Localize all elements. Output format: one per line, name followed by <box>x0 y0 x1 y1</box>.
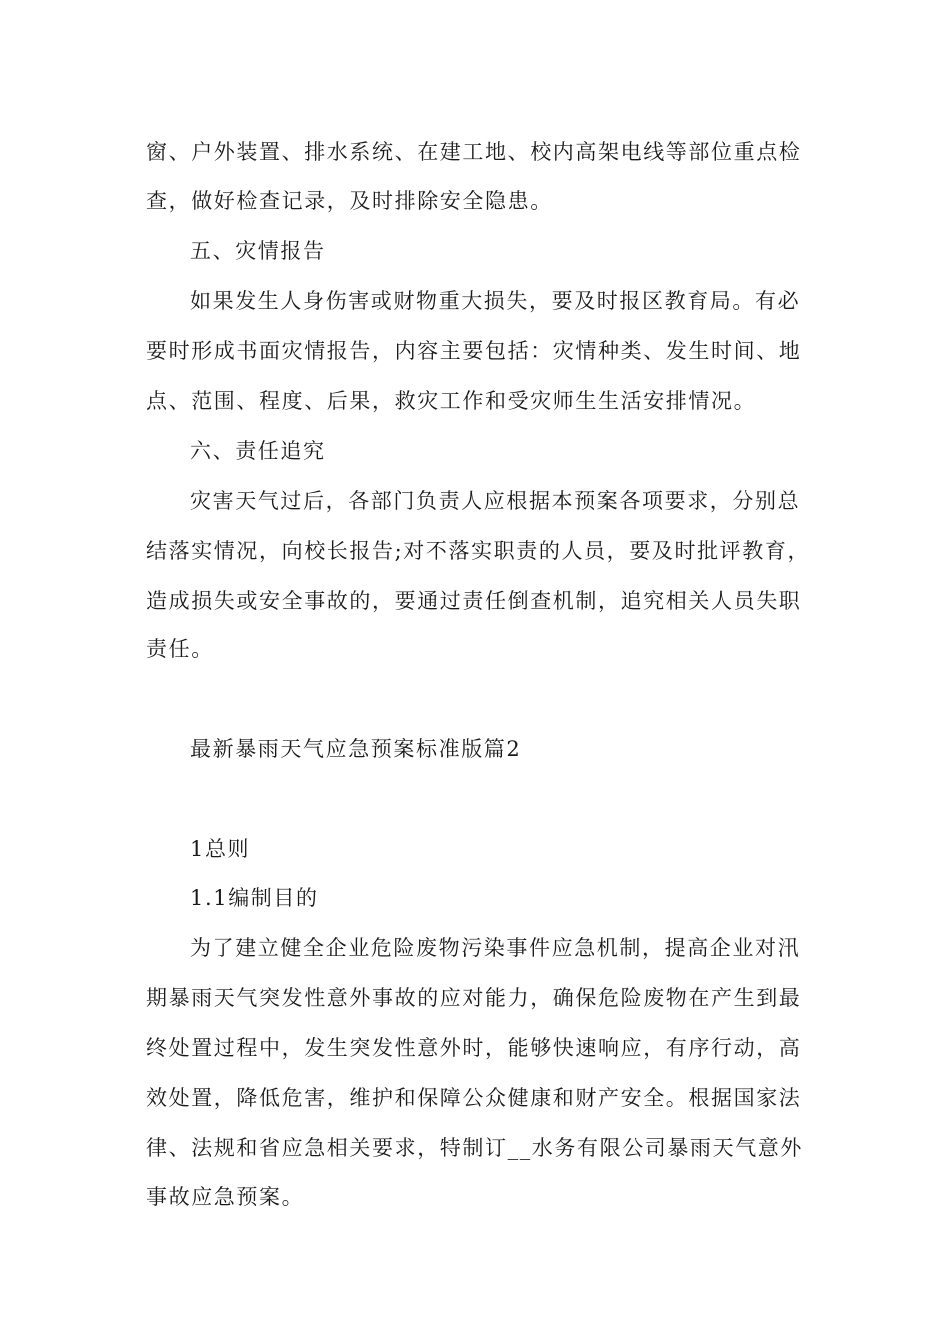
section-heading-1: 1总则 <box>190 837 251 861</box>
paragraph-line: 要时形成书面灾情报告，内容主要包括：灾情种类、发生时间、地 <box>146 339 802 363</box>
paragraph-line: 窗、户外装置、排水系统、在建工地、校内高架电线等部位重点检 <box>146 140 802 164</box>
paragraph-line: 效处置，降低危害，维护和保障公众健康和财产安全。根据国家法 <box>146 1086 802 1110</box>
paragraph-line: 终处置过程中，发生突发性意外时，能够快速响应，有序行动，高 <box>146 1036 802 1060</box>
paragraph-line: 律、法规和省应急相关要求，特制订__水务有限公司暴雨天气意外 <box>146 1136 803 1160</box>
section-heading-6: 六、责任追究 <box>190 439 326 463</box>
paragraph-line: 为了建立健全企业危险废物污染事件应急机制，提高企业对汛 <box>190 936 801 960</box>
document-title: 最新暴雨天气应急预案标准版篇2 <box>190 737 522 761</box>
paragraph-line: 责任。 <box>146 637 214 661</box>
paragraph-line: 期暴雨天气突发性意外事故的应对能力，确保危险废物在产生到最 <box>146 986 802 1010</box>
paragraph-line: 如果发生人身伤害或财物重大损失，要及时报区教育局。有必 <box>190 289 801 313</box>
paragraph-line: 点、范围、程度、后果，救灾工作和受灾师生生活安排情况。 <box>146 389 757 413</box>
section-heading-1-1: 1.1编制目的 <box>190 886 319 910</box>
paragraph-line: 造成损失或安全事故的，要通过责任倒查机制，追究相关人员失职 <box>146 589 802 613</box>
section-heading-5: 五、灾情报告 <box>190 239 326 263</box>
paragraph-line: 结落实情况，向校长报告;对不落实职责的人员，要及时批评教育， <box>146 539 811 563</box>
paragraph-line: 事故应急预案。 <box>146 1185 305 1209</box>
paragraph-line: 查，做好检查记录，及时排除安全隐患。 <box>146 189 553 213</box>
paragraph-line: 灾害天气过后，各部门负责人应根据本预案各项要求，分别总 <box>190 489 801 513</box>
